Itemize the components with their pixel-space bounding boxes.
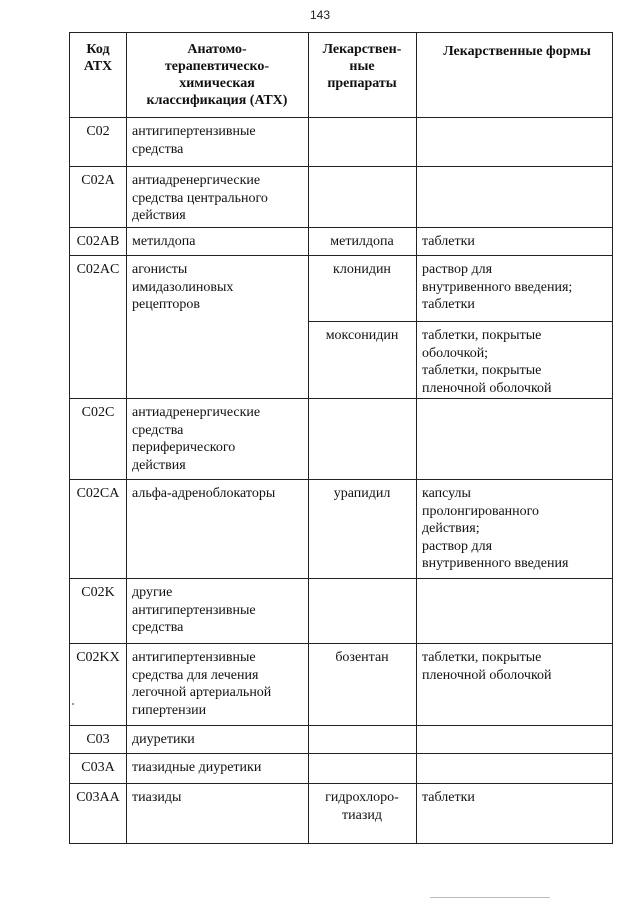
table-row (70, 753, 612, 783)
header-line: классификация (АТХ) (146, 93, 288, 108)
header-line: Код (86, 42, 110, 57)
header-row (70, 33, 612, 117)
forms-line: внутривенного введения; (422, 279, 573, 295)
table-row (70, 578, 612, 643)
classification-line: средства (132, 422, 184, 438)
header-classification (126, 33, 308, 109)
header-line: терапевтическо- (164, 59, 270, 74)
forms-cell (416, 479, 614, 573)
classification-cell (126, 255, 308, 314)
drug-line: бозентан (335, 650, 389, 665)
classification-line: антигипертензивные (132, 650, 256, 665)
header-line: Лекарствен- (322, 42, 402, 57)
classification-line: агонисты (132, 262, 188, 277)
forms-line: пленочной оболочкой (422, 380, 552, 396)
drug-cell (308, 479, 416, 503)
classification-cell (126, 117, 308, 158)
classification-line: средства (132, 141, 184, 157)
forms-line: таблетки (422, 297, 475, 312)
forms-line: капсулы (422, 486, 471, 501)
atx-code: C02AB (76, 234, 120, 249)
forms-line: внутривенного введения (422, 556, 569, 571)
header-code (70, 33, 126, 75)
atx-code: C03AA (76, 790, 120, 805)
page-number: 143 (309, 8, 331, 22)
table-row (70, 783, 612, 845)
atx-code: C02CA (76, 486, 120, 501)
table-row (70, 398, 612, 479)
classification-line: имидазолиновых (132, 279, 234, 295)
table-row (70, 227, 612, 255)
classification-line: рецепторов (132, 297, 200, 312)
forms-line: пленочной оболочкой (422, 667, 552, 683)
table-row (70, 725, 612, 753)
drug-line: метилдопа (330, 234, 394, 249)
forms-cell (416, 321, 614, 397)
forms-line: таблетки (422, 790, 475, 805)
forms-line: таблетки, покрытые (422, 328, 542, 343)
drug-line: гидрохлоро- (325, 790, 399, 805)
classification-line: антигипертензивные (132, 124, 256, 139)
forms-line: раствор для (422, 262, 493, 277)
atx-code: C02 (86, 124, 110, 139)
classification-line: периферического (132, 440, 236, 455)
classification-cell (126, 479, 308, 503)
drug-cell (308, 643, 416, 667)
atx-code: C02AC (76, 262, 120, 277)
classification-line: альфа-адреноблокаторы (132, 486, 276, 501)
forms-line: раствор для (422, 538, 493, 554)
drug-line: тиазид (342, 807, 382, 823)
classification-line: средства (132, 620, 184, 635)
header-line: ные (349, 59, 375, 74)
drug-cell (308, 321, 416, 345)
forms-line: действия; (422, 521, 480, 536)
classification-cell (126, 398, 308, 474)
atx-code: C02C (81, 405, 115, 420)
atx-code: C02K (81, 585, 115, 600)
classification-line: средства для лечения (132, 667, 259, 683)
table-row (70, 166, 612, 227)
atx-code: C03A (81, 760, 115, 775)
classification-cell (126, 578, 308, 637)
classification-line: диуретики (132, 732, 195, 747)
drug-cell (308, 227, 416, 251)
classification-cell (126, 725, 308, 749)
header-forms (416, 33, 614, 60)
forms-cell (416, 255, 614, 314)
forms-line: таблетки (422, 234, 475, 249)
classification-line: средства центрального (132, 190, 268, 206)
classification-line: антиадренергические (132, 405, 261, 420)
atx-table (69, 32, 613, 844)
forms-line: пролонгированного (422, 503, 540, 519)
forms-cell (416, 643, 614, 684)
header-line: химическая (179, 76, 255, 91)
atx-code: C02KX (76, 650, 120, 665)
classification-line: действия (132, 208, 186, 223)
forms-cell (416, 783, 614, 807)
forms-line: оболочкой; (422, 345, 489, 361)
table-row (70, 117, 612, 166)
atx-code: C03 (86, 732, 110, 747)
header-line: Анатомо- (187, 42, 247, 57)
classification-line: тиазиды (132, 790, 182, 805)
header-drug (308, 33, 416, 92)
classification-cell (126, 783, 308, 807)
drug-line: моксонидин (325, 328, 399, 343)
classification-line: антигипертензивные (132, 602, 256, 618)
drug-line: клонидин (333, 262, 391, 277)
classification-line: другие (132, 585, 173, 600)
table-row (70, 643, 612, 725)
table-row (70, 479, 612, 578)
classification-line: тиазидные диуретики (132, 760, 262, 775)
classification-cell (126, 166, 308, 225)
atx-code: C02A (81, 173, 115, 188)
table-row (70, 321, 612, 398)
classification-line: антиадренергические (132, 173, 261, 188)
scan-speck (72, 703, 74, 705)
forms-line: таблетки, покрытые (422, 363, 542, 378)
classification-cell (126, 227, 308, 251)
drug-line: урапидил (333, 486, 391, 501)
forms-cell (416, 227, 614, 251)
drug-cell (308, 783, 416, 824)
header-line: АТХ (83, 59, 113, 74)
scan-speck (430, 897, 550, 898)
table-row (70, 255, 612, 321)
classification-line: легочной артериальной (132, 685, 272, 700)
header-line: препараты (327, 76, 397, 91)
classification-cell (126, 643, 308, 719)
classification-line: метилдопа (132, 234, 196, 249)
drug-cell (308, 255, 416, 279)
classification-line: гипертензии (132, 702, 207, 718)
classification-cell (126, 753, 308, 777)
classification-line: действия (132, 457, 186, 473)
forms-line: таблетки, покрытые (422, 650, 542, 665)
header-line: Лекарственные формы (443, 44, 591, 59)
